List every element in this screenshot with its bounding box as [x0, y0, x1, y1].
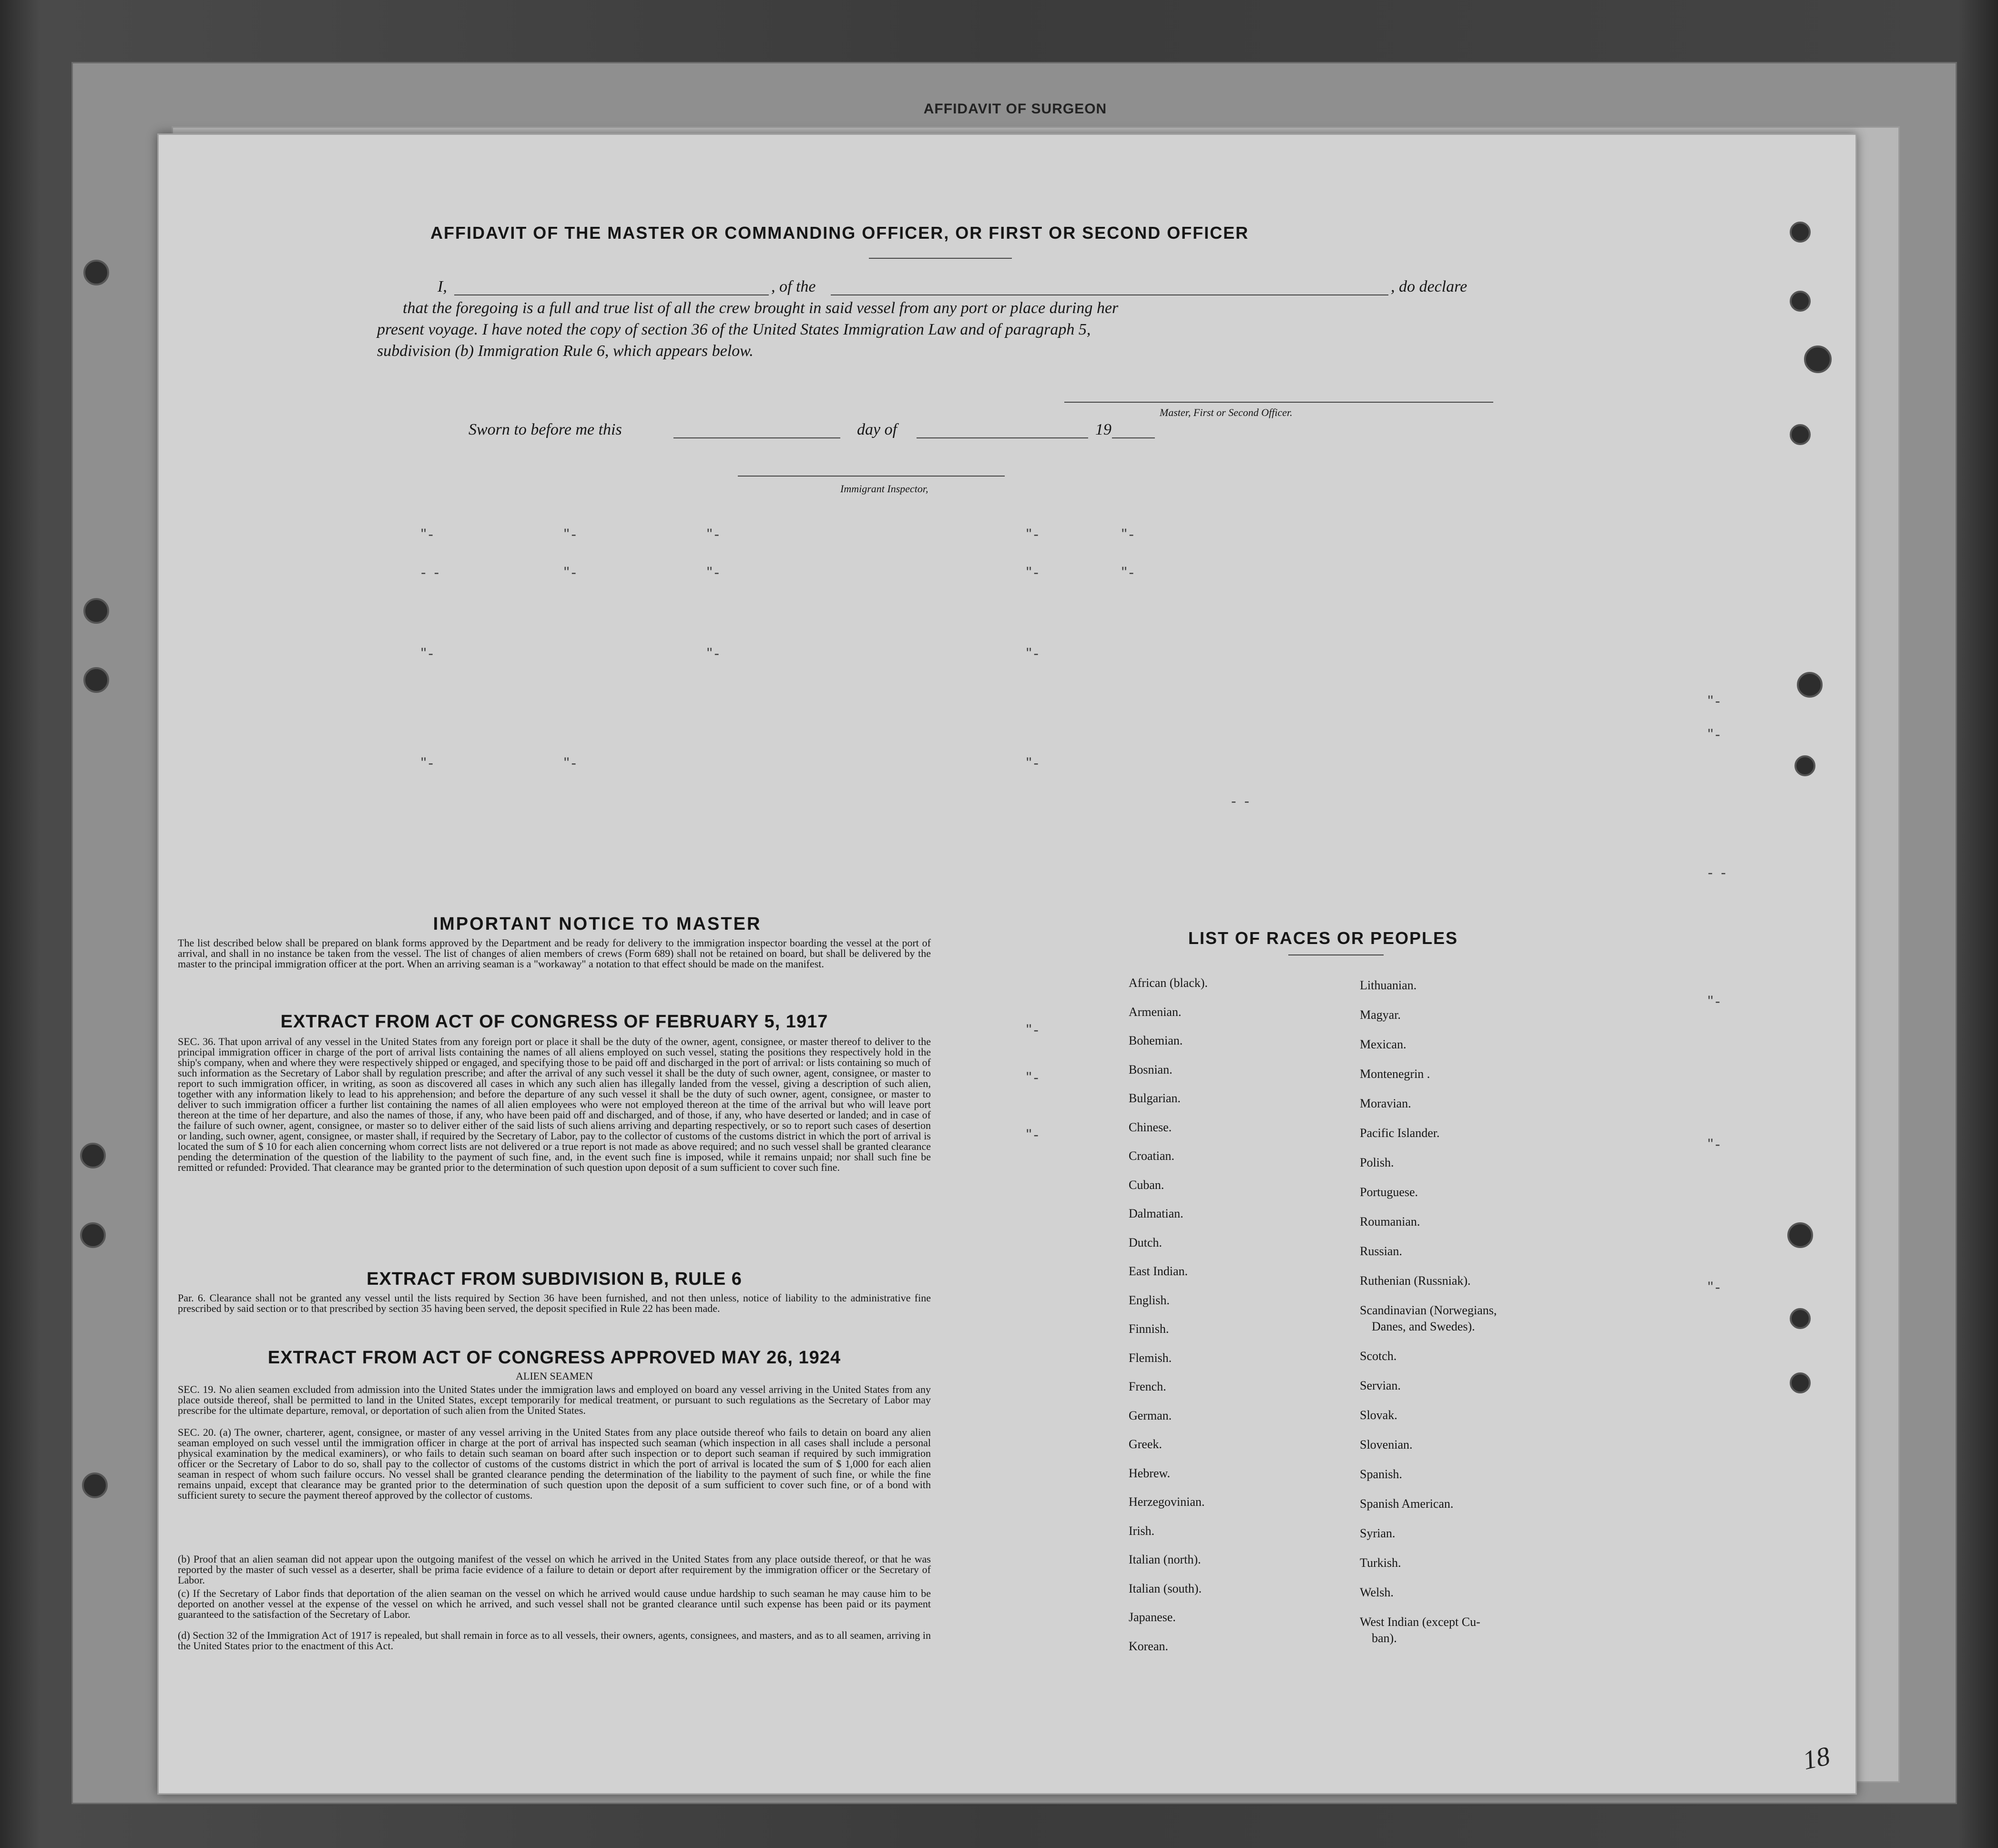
race-list-item: Japanese.	[1129, 1610, 1176, 1624]
race-list-item: Finnish.	[1129, 1322, 1169, 1336]
race-list-item: Hebrew.	[1129, 1466, 1171, 1480]
declaration-line-3: present voyage. I have noted the copy of section 36 of the United States Immigration Law and of paragraph 5,	[377, 321, 1091, 338]
binder-hole	[1787, 1222, 1813, 1248]
ditto-mark: "-	[1708, 726, 1723, 743]
race-list-item: Croatian.	[1129, 1149, 1175, 1163]
inspector-signature-line	[738, 476, 1005, 477]
race-list-item: Pacific Islander.	[1360, 1126, 1440, 1140]
binder-hole	[82, 1472, 108, 1498]
extract-1924-sec20b: (b) Proof that an alien seaman did not appear upon the outgoing manifest of the vessel on which he arrived in the United States from any place outside thereof, or that he was reported by the master of such vessel as a deserter, shall be prima facie evidence of a failure to detain or deport after requirement by the immigration officer or the Secretary of Labor.	[178, 1553, 931, 1586]
race-list-item: West Indian (except Cu-	[1360, 1615, 1480, 1629]
binder-hole	[83, 598, 109, 624]
extract-1924-sec20c: (c) If the Secretary of Labor finds that deportation of the alien seaman on the vessel on which he arrived would cause undue hardship to such seaman he may cause him to be deported on another vessel at the expense of the vessel on which he arrived, and such vessel shall not be granted clearance until such expense has been paid or its payment guaranteed to the satisfaction of the Secretary of Labor.	[178, 1587, 931, 1620]
ditto-mark: "-	[1121, 564, 1136, 581]
sworn-day-line	[673, 437, 840, 438]
binder-hole	[1790, 424, 1811, 445]
extract-1924-subtitle: ALIEN SEAMEN	[516, 1370, 593, 1382]
race-list-item: Dalmatian.	[1129, 1207, 1183, 1220]
race-list-item: Italian (north).	[1129, 1553, 1201, 1566]
race-list-item: Servian.	[1360, 1379, 1401, 1392]
race-list-item: Turkish.	[1360, 1556, 1401, 1570]
ditto-mark: "-	[707, 564, 722, 581]
race-list-item: Danes, and Swedes).	[1372, 1320, 1475, 1333]
page-number-annotation: 18	[1800, 1741, 1833, 1776]
notice-text: The list described below shall be prepared on blank forms approved by the Department and be ready for delivery to the immigration inspector boarding the vessel at the port of arrival, and shall in no instance be taken from the vessel. The list of changes of alien members of crews (Form 689) shall not be retained on board, but shall be delivered by the master to the principal immigration officer at the port. When an arriving seaman is a "workaway" a notation to that effect should be made on the manifest.	[178, 937, 931, 970]
race-list-item: Magyar.	[1360, 1008, 1401, 1022]
race-list-item: Moravian.	[1360, 1097, 1411, 1110]
race-list-item: Bulgarian.	[1129, 1091, 1181, 1105]
ditto-mark: "-	[1708, 1136, 1723, 1153]
race-list-item: Welsh.	[1360, 1585, 1394, 1599]
ditto-mark: "-	[421, 526, 436, 543]
race-list-item: African (black).	[1129, 976, 1208, 990]
race-list-item: Italian (south).	[1129, 1581, 1202, 1595]
day-of-label: day of	[857, 421, 897, 438]
title-rule	[869, 258, 1012, 259]
ditto-mark: "-	[564, 754, 579, 772]
ditto-mark: - -	[1231, 792, 1252, 810]
race-list-item: Korean.	[1129, 1639, 1169, 1653]
race-list-item: Russian.	[1360, 1244, 1402, 1258]
ditto-mark: "-	[421, 754, 436, 772]
race-list-item: Mexican.	[1360, 1037, 1407, 1051]
binder-hole	[1797, 672, 1823, 698]
declarant-name-line	[454, 294, 769, 295]
extract-1924-title: EXTRACT FROM ACT OF CONGRESS APPROVED MAY 26, 1924	[267, 1348, 841, 1368]
declaration-line-2: that the foregoing is a full and true list of all the crew brought in said vessel from any port or place during her	[403, 299, 1119, 317]
master-signature-caption: Master, First or Second Officer.	[1160, 406, 1293, 418]
ditto-mark: "-	[1026, 645, 1041, 662]
ditto-mark: "-	[1026, 754, 1041, 772]
binder-hole	[80, 1222, 106, 1248]
ditto-mark: "-	[1026, 1021, 1041, 1038]
race-list-item: Bohemian.	[1129, 1034, 1183, 1047]
race-list-item: Scandinavian (Norwegians,	[1360, 1303, 1497, 1317]
ditto-mark: "-	[564, 526, 579, 543]
race-list-item: Polish.	[1360, 1156, 1394, 1169]
ditto-mark: "-	[1708, 692, 1723, 710]
ditto-mark: - -	[1708, 864, 1728, 881]
declaration-line-4: subdivision (b) Immigration Rule 6, which appears below.	[377, 342, 754, 360]
race-list-item: Montenegrin .	[1360, 1067, 1430, 1081]
extract-1924-sec19: SEC. 19. No alien seamen excluded from admission into the United States under the immigration laws and employed on board any vessel arriving in the United States from any place outside thereof, shall be permitted to land in the United States, except temporarily for medical treatment, or pursuant to such regulations as the Secretary of Labor may prescribe for the ultimate departure, removal, or deportation of such alien from the United States.	[178, 1383, 931, 1416]
binder-hole	[83, 667, 109, 693]
race-list-item: English.	[1129, 1293, 1170, 1307]
ditto-mark: "-	[1026, 1126, 1041, 1143]
race-list-item: ban).	[1372, 1631, 1397, 1645]
ditto-mark: "-	[1708, 1279, 1723, 1296]
binder-hole	[1804, 345, 1832, 373]
binder-hole	[1790, 222, 1811, 243]
race-list-item: Spanish American.	[1360, 1497, 1454, 1511]
extract-rule6-text: Par. 6. Clearance shall not be granted any vessel until the lists required by Section 36 have been furnished, and not then unless, notice of liability to the administrative fine prescribed by said section or to that prescribed by section 35 having been served, the deposit specified in Rule 22 has been made.	[178, 1292, 931, 1314]
year-prefix: 19	[1095, 421, 1111, 438]
of-the-label: , of the	[771, 278, 816, 295]
race-list-item: Syrian.	[1360, 1526, 1396, 1540]
affidavit-sheet	[157, 133, 1857, 1795]
race-list-item: Cuban.	[1129, 1178, 1164, 1192]
extract-rule6-title: EXTRACT FROM SUBDIVISION B, RULE 6	[367, 1269, 742, 1289]
race-list-item: Flemish.	[1129, 1350, 1172, 1365]
binder-hole	[1794, 755, 1815, 776]
ditto-mark: "-	[1026, 1069, 1041, 1086]
ditto-mark: "-	[707, 526, 722, 543]
race-list-item: Greek.	[1129, 1437, 1162, 1451]
ditto-mark: "-	[1708, 993, 1723, 1010]
declarant-prefix: I,	[438, 278, 447, 295]
master-signature-line	[1064, 402, 1493, 403]
ditto-mark: "-	[1026, 564, 1041, 581]
ditto-mark: "-	[1026, 526, 1041, 543]
notice-title: IMPORTANT NOTICE TO MASTER	[433, 914, 762, 934]
race-list-item: Roumanian.	[1360, 1215, 1420, 1229]
extract-1917-title: EXTRACT FROM ACT OF CONGRESS OF FEBRUARY 5, 1917	[280, 1012, 828, 1032]
race-list-item: Slovak.	[1360, 1408, 1397, 1422]
ditto-mark: "-	[1121, 526, 1136, 543]
race-list-item: Spanish.	[1360, 1467, 1402, 1481]
race-list-item: French.	[1129, 1380, 1166, 1393]
binder-hole	[1790, 1372, 1811, 1393]
declare-label: , do declare	[1391, 278, 1468, 295]
race-list-item: Ruthenian (Russniak).	[1360, 1274, 1471, 1288]
sworn-month-line	[917, 437, 1088, 438]
ditto-mark: "-	[564, 564, 579, 581]
sworn-year-line	[1112, 437, 1155, 438]
race-list-item: Scotch.	[1360, 1349, 1397, 1363]
binder-hole	[1790, 291, 1811, 312]
races-title: LIST OF RACES OR PEOPLES	[1188, 928, 1458, 948]
extract-1924-sec20a: SEC. 20. (a) The owner, charterer, agent, consignee, or master of any vessel arriving in the United States from any place outside thereof who fails to detain on board any alien seaman employed on such vessel until the immigration officer in charge at the port of arrival has inspected such seaman (which inspection in all cases shall include a personal physical examination by the medical examiners), or who fails to detain such seaman on board after such inspection or to deport such seaman if required by such immigration officer or the Secretary of Labor to do so, shall pay to the collector of customs of the customs district in which the port of arrival is located the sum of $ 1,000 for each alien seaman in respect of whom such failure occurs. No vessel shall be granted clearance pending the determination of the liability to the payment of such fine, or while the fine remains unpaid, except that clearance may be granted prior to the determination of such question upon the deposit of a sum sufficient to cover such fine, or of a bond with sufficient surety to secure the payment thereof approved by the collector of customs.	[178, 1426, 931, 1501]
race-list-item: Armenian.	[1129, 1005, 1182, 1019]
ditto-mark: "-	[421, 645, 436, 662]
race-list-item: Bosnian.	[1129, 1062, 1172, 1076]
extract-1917-text: SEC. 36. That upon arrival of any vessel in the United States from any foreign port or place it shall be the duty of the owner, agent, consignee, or master thereof to deliver to the principal immigration officer in charge of the port of arrival lists containing the names of all aliens employed on such vessel, stating the positions they respectively hold in the ship's company, when and where they were respectively shipped or engaged, and specifying those to be paid off and discharged in the port of arrival: or lists containing so much of such information as the Secretary of Labor shall by regulation prescribe; and after the arrival of any such vessel it shall be the duty of such owner, agent, consignee, or master to report to such immigration officer, in writing, as soon as discovered all cases in which any such alien has illegally landed from the vessel, giving a description of such alien, together with any information likely to lead to his apprehension; and before the departure of any such vessel it shall be the duty of such owner, agent, consignee, or master to deliver to such immigration officer a further list containing the names of all alien employees who were not employed thereon at the time of the arrival but who will leave port thereon at the time of her departure, and also the names of those, if any, who have been paid off and discharged, and of those, if any, who have deserted or landed; and in case of the failure of such owner, agent, consignee, or master so to deliver either of the said lists of such aliens arriving and departing respectively, or so to report such cases of desertion or landing, such owner, agent, consignee, or master shall, if required by the Secretary of Labor, pay to the collector of customs of the customs district in which the port of arrival is located the sum of $ 10 for each alien concerning whom correct lists are not delivered or a true report is not made as above required; and no such vessel shall be granted clearance pending the determination of the question of the liability to the payment of such fine, and, in the event such fine is imposed, while it remains unpaid; nor shall such fine be remitted or refunded: Provided. That clearance may be granted prior to the determination of such question upon deposit of a sum sufficient to cover such fine.	[178, 1036, 931, 1173]
ditto-mark: "-	[707, 645, 722, 662]
races-title-rule	[1288, 954, 1384, 955]
inspector-caption: Immigrant Inspector,	[840, 483, 928, 495]
vessel-name-line	[831, 294, 1388, 295]
race-list-item: East Indian.	[1129, 1264, 1188, 1278]
race-list-item: Slovenian.	[1360, 1438, 1413, 1452]
back-sheet-header: AFFIDAVIT OF SURGEON	[923, 101, 1107, 117]
race-list-item: Dutch.	[1129, 1235, 1162, 1249]
affidavit-title: AFFIDAVIT OF THE MASTER OR COMMANDING OFFICER, OR FIRST OR SECOND OFFICER	[430, 223, 1249, 243]
binder-hole	[80, 1143, 106, 1168]
sworn-label: Sworn to before me this	[469, 421, 622, 438]
race-list-item: Chinese.	[1129, 1120, 1172, 1134]
race-list-item: Irish.	[1129, 1523, 1155, 1538]
race-list-item: German.	[1129, 1408, 1172, 1422]
extract-1924-sec20d: (d) Section 32 of the Immigration Act of 1917 is repealed, but shall remain in force as to all vessels, their owners, agents, consignees, and masters, and as to all seamen, arriving in the United States prior to the enactment of this Act.	[178, 1629, 931, 1652]
race-list-item: Herzegovinian.	[1129, 1495, 1205, 1509]
ditto-mark: - -	[421, 564, 441, 581]
race-list-item: Lithuanian.	[1360, 978, 1417, 992]
binder-hole	[1790, 1308, 1811, 1329]
binder-hole	[83, 260, 109, 285]
race-list-item: Portuguese.	[1360, 1185, 1418, 1199]
